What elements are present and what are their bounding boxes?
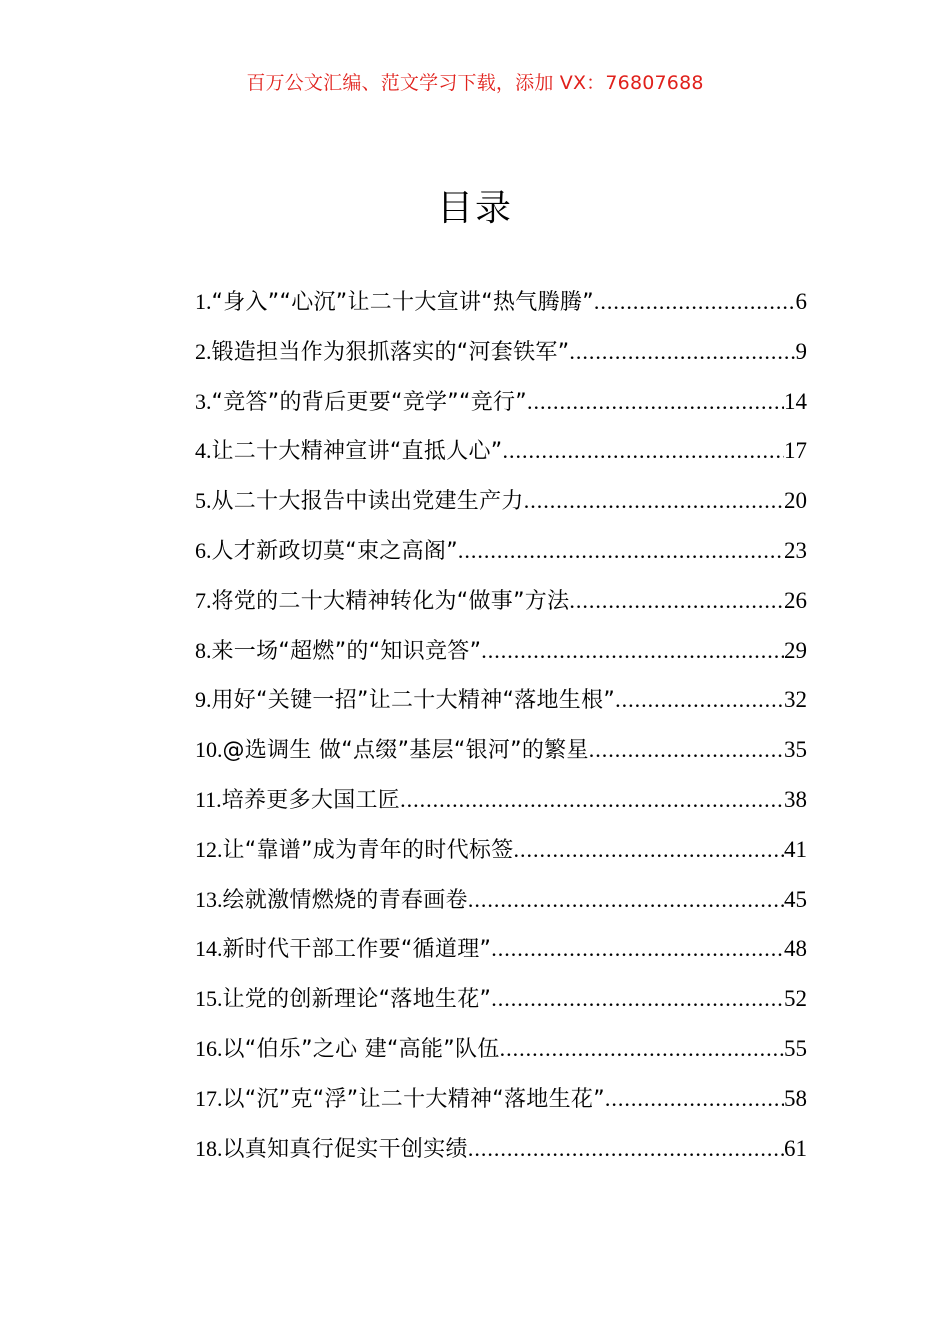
- toc-entry-page: 6: [795, 289, 807, 314]
- toc-entry-page: 48: [784, 936, 807, 962]
- dot-leader: [503, 431, 785, 471]
- toc-entry-page: 35: [784, 737, 807, 763]
- toc-entry-page: 14: [784, 388, 807, 414]
- toc-entry[interactable]: [195, 282, 807, 332]
- dot-leader: [491, 979, 784, 1019]
- toc-entry-page: 32: [784, 687, 807, 713]
- toc-entry-title: 让二十大精神宣讲“直抵人心”: [211, 439, 503, 465]
- dot-leader: [569, 581, 784, 621]
- toc-entry-title: 从二十大报告中读出党建生产力: [211, 489, 524, 515]
- table-of-contents: [195, 282, 807, 1178]
- toc-entry-number: 11.: [195, 786, 222, 812]
- toc-entry-number: 1.: [195, 289, 212, 314]
- toc-entry-title: 以真知真行促实干创实绩: [222, 1136, 468, 1162]
- toc-entry-page: 29: [784, 637, 807, 663]
- toc-entry-page: 45: [784, 886, 807, 912]
- toc-entry[interactable]: [195, 1029, 807, 1079]
- dot-leader: [481, 631, 784, 671]
- toc-entry-number: 14.: [195, 936, 223, 962]
- toc-entry[interactable]: [195, 1079, 807, 1129]
- dot-leader: [468, 880, 784, 920]
- toc-entry-number: 12.: [195, 836, 223, 862]
- toc-entry[interactable]: [195, 780, 807, 830]
- toc-entry-title: “竞答”的背后更要“竞学”“竞行”: [211, 389, 527, 415]
- dot-leader: [589, 730, 784, 770]
- toc-entry[interactable]: [195, 979, 807, 1029]
- toc-entry[interactable]: [195, 929, 807, 979]
- toc-entry-page: 23: [784, 537, 807, 563]
- toc-entry[interactable]: [195, 1129, 807, 1179]
- toc-entry-title: 以“沉”克“浮”让二十大精神“落地生花”: [222, 1086, 605, 1112]
- dot-leader: [615, 680, 784, 720]
- dot-leader: [468, 1129, 784, 1169]
- toc-entry[interactable]: [195, 631, 807, 681]
- toc-entry-title: 人才新政切莫“束之高阁”: [211, 538, 458, 564]
- toc-entry-number: 9.: [195, 687, 212, 713]
- toc-entry[interactable]: [195, 730, 807, 780]
- toc-entry-title: 培养更多大国工匠: [221, 787, 401, 813]
- toc-entry-number: 16.: [195, 1035, 223, 1061]
- toc-entry-number: 13.: [195, 886, 223, 912]
- toc-entry[interactable]: [195, 531, 807, 581]
- header-note: 百万公文汇编、范文学习下载，添加 VX：76807688: [246, 72, 704, 94]
- toc-entry[interactable]: [195, 880, 807, 930]
- toc-entry-title: @选调生 做“点缀”基层“银河”的繁星: [222, 738, 589, 764]
- toc-entry[interactable]: [195, 830, 807, 880]
- toc-entry-title: 以“伯乐”之心 建“高能”队伍: [222, 1036, 500, 1062]
- toc-entry-number: 18.: [195, 1135, 223, 1161]
- dot-leader: [524, 481, 784, 521]
- toc-entry-page: 61: [784, 1135, 807, 1161]
- toc-entry-number: 7.: [195, 587, 212, 613]
- toc-entry-title: 将党的二十大精神转化为“做事”方法: [211, 588, 570, 614]
- dot-leader: [500, 1029, 784, 1069]
- toc-entry-page: 55: [784, 1035, 807, 1061]
- toc-entry[interactable]: [195, 431, 807, 481]
- toc-entry-number: 8.: [195, 637, 212, 663]
- dot-leader: [458, 531, 784, 571]
- dot-leader: [569, 332, 795, 372]
- toc-entry-number: 5.: [195, 488, 212, 514]
- toc-entry-page: 38: [784, 786, 807, 812]
- toc-entry-page: 26: [784, 587, 807, 613]
- toc-entry-title: 让党的创新理论“落地生花”: [222, 987, 492, 1013]
- toc-entry-number: 3.: [195, 388, 212, 414]
- toc-entry-page: 52: [784, 986, 807, 1012]
- dot-leader: [605, 1079, 784, 1119]
- dot-leader: [594, 282, 796, 322]
- toc-entry-title: 新时代干部工作要“循道理”: [222, 937, 492, 963]
- toc-entry-title: 绘就激情燃烧的青春画卷: [222, 887, 468, 913]
- toc-entry-page: 58: [784, 1085, 807, 1111]
- toc-entry-page: 41: [784, 836, 807, 862]
- dot-leader: [527, 382, 784, 422]
- dot-leader: [514, 830, 785, 870]
- toc-entry-title: 锻造担当作为狠抓落实的“河套铁军”: [211, 339, 570, 365]
- toc-entry-number: 10.: [195, 737, 223, 763]
- dot-leader: [400, 780, 784, 820]
- toc-entry-title: 让“靠谱”成为青年的时代标签: [222, 837, 514, 863]
- toc-entry-number: 2.: [195, 338, 212, 364]
- toc-entry[interactable]: [195, 481, 807, 531]
- page-title: 目录: [436, 188, 513, 229]
- toc-entry-number: 4.: [195, 438, 212, 464]
- toc-entry-page: 17: [784, 438, 807, 464]
- toc-entry[interactable]: [195, 382, 807, 432]
- toc-entry[interactable]: [195, 680, 807, 730]
- toc-entry-title: 用好“关键一招”让二十大精神“落地生根”: [211, 688, 616, 714]
- toc-entry-title: “身入”“心沉”让二十大宣讲“热气腾腾”: [211, 290, 594, 315]
- toc-entry-number: 17.: [195, 1085, 223, 1111]
- toc-entry[interactable]: [195, 332, 807, 382]
- dot-leader: [491, 929, 784, 969]
- toc-entry-number: 6.: [195, 537, 212, 563]
- toc-entry-page: 9: [795, 338, 807, 364]
- toc-entry-number: 15.: [195, 986, 223, 1012]
- toc-entry[interactable]: [195, 581, 807, 631]
- toc-entry-title: 来一场“超燃”的“知识竞答”: [211, 638, 482, 664]
- toc-entry-page: 20: [784, 488, 807, 514]
